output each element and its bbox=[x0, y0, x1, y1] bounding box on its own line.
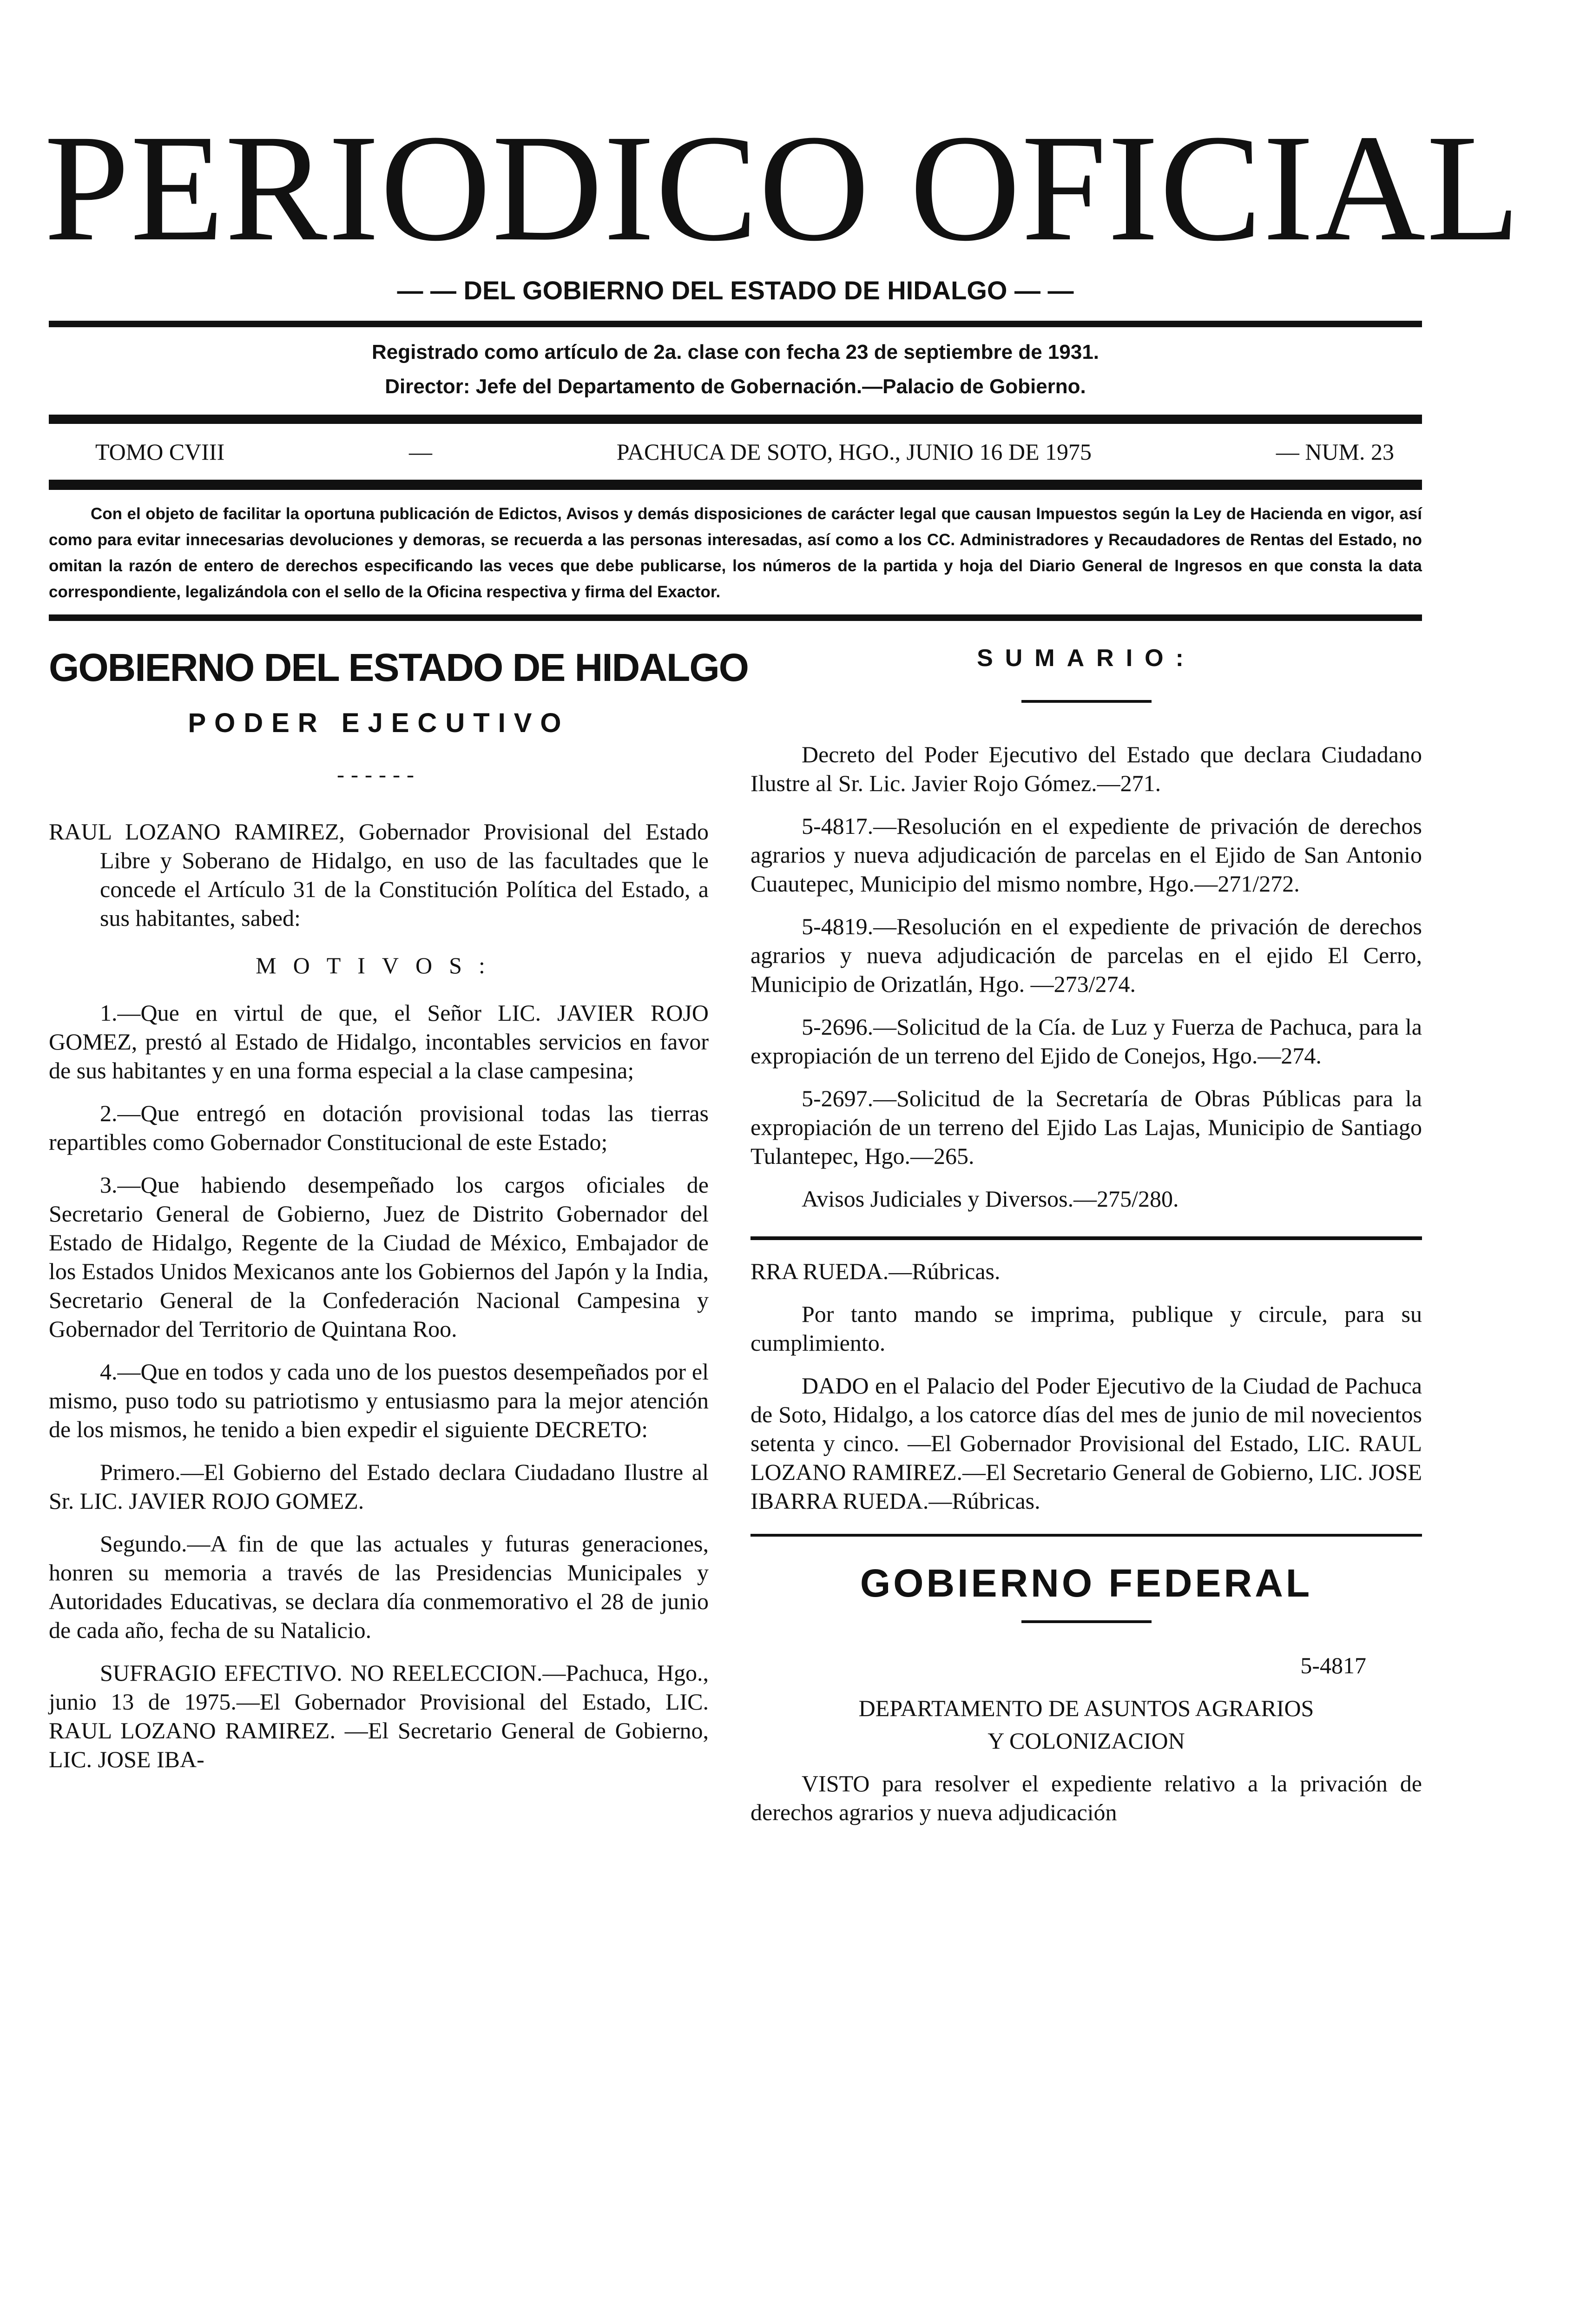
motivos-heading: MOTIVOS: bbox=[256, 952, 502, 978]
department-line-1: DEPARTAMENTO DE ASUNTOS AGRARIOS bbox=[858, 1695, 1314, 1721]
paragraph-1: 1.—Que en virtul de que, el Señor LIC. JAVIER ROJO GOMEZ, prestó al Estado de Hidalgo, incontables servicios en favor de sus habitantes y en una forma especial a la clase campesina; bbox=[49, 1000, 709, 1083]
federal-rule bbox=[750, 1534, 1422, 1537]
paragraph-4: 4.—Que en todos y cada uno de los puestos desempeñados por el mismo, puso todo su patriotismo y entusiasmo para la mejor atención de los mismos, he tenido a bien expedir el siguiente DECRETO: bbox=[49, 1359, 709, 1442]
poder-ejecutivo-heading: PODER EJECUTIVO bbox=[188, 708, 570, 738]
decree-segundo: Segundo.—A fin de que las actuales y futuras generaciones, honren su memoria a través de las Presidencias Municipales y Autoridades Educativas, se declara día conmemorativo el 28 de junio de cada año, fecha de su Natalicio. bbox=[49, 1531, 709, 1643]
sumario-item: 5-4817.—Resolución en el expediente de privación de derechos agrarios y nueva adjudicación de parcelas en el Ejido de San Antonio Cuautepec, Municipio del mismo nombre, Hgo.—271/272. bbox=[750, 813, 1422, 897]
document-number: 5-4817 bbox=[1300, 1652, 1366, 1678]
section-title-estado: GOBIERNO DEL ESTADO DE HIDALGO bbox=[49, 646, 748, 689]
notice-rule bbox=[49, 614, 1422, 621]
decree-primero: Primero.—El Gobierno del Estado declara Ciudadano Ilustre al Sr. LIC. JAVIER ROJO GOMEZ. bbox=[49, 1459, 709, 1514]
intro-paragraph: RAUL LOZANO RAMIREZ, Gobernador Provisional del Estado Libre y Soberano de Hidalgo, en uso de las facultades que le concede el Artículo 31 de la Constitución Política del Estado, a sus habitantes, sabed: bbox=[49, 819, 709, 931]
visto-paragraph: VISTO para resolver el expediente relativo a la privación de derechos agrarios y nueva adjudicación bbox=[750, 1770, 1422, 1825]
issue-dash: — bbox=[408, 439, 432, 465]
paragraph-2: 2.—Que entregó en dotación provisional todas las tierras repartibles como Gobernador Constitucional de este Estado; bbox=[49, 1100, 709, 1155]
tomo-label: TOMO CVIII bbox=[95, 439, 225, 465]
separator-dashes: ------ bbox=[337, 762, 421, 787]
sumario-heading: SUMARIO: bbox=[977, 645, 1196, 672]
sumario-item: 5-2696.—Solicitud de la Cía. de Luz y Fuerza de Pachuca, para la expropiación de un terreno del Ejido de Conejos, Hgo.—274. bbox=[750, 1014, 1422, 1069]
sumario-item: Decreto del Poder Ejecutivo del Estado que declara Ciudadano Ilustre al Sr. Lic. Javier Rojo Gómez.—271. bbox=[750, 741, 1422, 796]
sumario-item: 5-2697.—Solicitud de la Secretaría de Obras Públicas para la expropiación de un terreno del Ejido Las Lajas, Municipio de Santiago Tulantepec, Hgo.—265. bbox=[750, 1085, 1422, 1169]
federal-short-rule bbox=[1021, 1620, 1152, 1623]
dado-paragraph: DADO en el Palacio del Poder Ejecutivo de la Ciudad de Pachuca de Soto, Hidalgo, a los catorce días del mes de junio de mil novecientos setenta y cinco. —El Gobernador Provisional del Estado, LIC. RAUL LOZANO RAMIREZ.—El Secretario General de Gobierno, LIC. JOSE IBARRA RUEDA.—Rúbricas. bbox=[750, 1373, 1422, 1514]
masthead-subtitle: — — DEL GOBIERNO DEL ESTADO DE HIDALGO — — bbox=[397, 276, 1074, 305]
place-date: PACHUCA DE SOTO, HGO., JUNIO 16 DE 1975 bbox=[616, 439, 1092, 465]
por-tanto-paragraph: Por tanto mando se imprima, publique y circule, para su cumplimiento. bbox=[750, 1301, 1422, 1356]
notice-text: Con el objeto de facilitar la oportuna publicación de Edictos, Avisos y demás disposiciones de carácter legal que causan Impuestos según la Ley de Hacienda en vigor, así como para evitar innecesarias devoluciones y demoras, se recuerda a las personas interesadas, así como a los CC. Administradores y Recaudadores de Rentas del Estado, no omitan la razón de entero de derechos especificando las veces que debe publicarse, los números de la partida y hoja del Diario General de Ingresos en que consta la data correspondiente, legalizándola con el sello de la Oficina respectiva y firma del Exactor. bbox=[49, 505, 1422, 601]
section-title-federal: GOBIERNO FEDERAL bbox=[860, 1561, 1313, 1605]
left-column bbox=[49, 640, 748, 1841]
right-column bbox=[750, 640, 1422, 1841]
sumario-rule bbox=[1021, 700, 1152, 703]
paragraph-3: 3.—Que habiendo desempeñado los cargos oficiales de Secretario General de Gobierno, Juez de Distrito Gobernador del Estado de Hidalgo, Regente de la Ciudad de México, Embajador de los Estados Unidos Mexicanos ante los Gobiernos del Japón y la India, Secretario General de la Confederación Nacional Campesina y Gobernador del Territorio de Quintana Roo. bbox=[49, 1172, 709, 1342]
masthead-title: PERIODICO OFICIAL bbox=[44, 103, 1521, 273]
columns bbox=[49, 640, 1422, 1841]
department-line-2: Y COLONIZACION bbox=[988, 1728, 1185, 1754]
registration-line: Registrado como artículo de 2a. clase con fecha 23 de septiembre de 1931. bbox=[371, 341, 1099, 363]
issue-rule-bottom bbox=[49, 480, 1422, 490]
director-line: Director: Jefe del Departamento de Gobernación.—Palacio de Gobierno. bbox=[385, 375, 1086, 398]
issue-rule-top bbox=[49, 415, 1422, 424]
continuation-text: RRA RUEDA.—Rúbricas. bbox=[750, 1258, 1001, 1284]
issue-number: — NUM. 23 bbox=[1276, 439, 1394, 465]
sumario-item: 5-4819.—Resolución en el expediente de privación de derechos agrarios y nueva adjudicación de parcelas en el ejido El Cerro, Municipio de Orizatlán, Hgo. —273/274. bbox=[750, 913, 1422, 997]
masthead-rule bbox=[49, 321, 1422, 327]
signature-block: SUFRAGIO EFECTIVO. NO REELECCION.—Pachuca, Hgo., junio 13 de 1975.—El Gobernador Provisional del Estado, LIC. RAUL LOZANO RAMIREZ. —El Secretario General de Gobierno, LIC. JOSE IBA- bbox=[49, 1660, 709, 1772]
issue-info-row bbox=[49, 433, 1422, 470]
sumario-item: Avisos Judiciales y Diversos.—275/280. bbox=[802, 1186, 1179, 1212]
sumario-end-rule bbox=[750, 1236, 1422, 1240]
